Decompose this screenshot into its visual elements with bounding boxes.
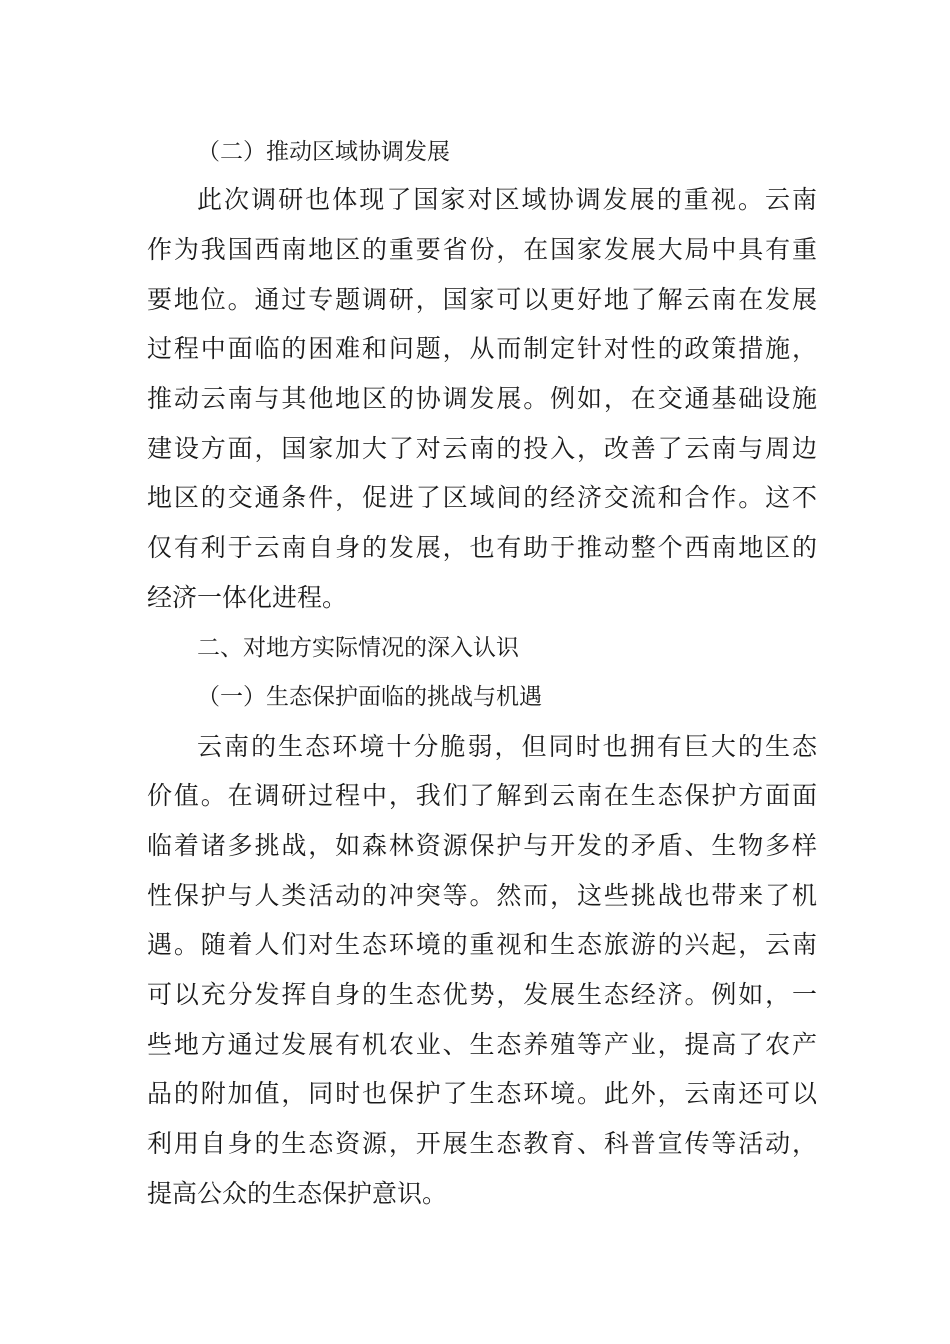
paragraph-line: 可以充分发挥自身的生态优势，发展生态经济。例如，一 [147,980,817,1009]
section-heading: 二、对地方实际情况的深入认识 [197,635,519,661]
paragraph-line: 提高公众的生态保护意识。 [147,1179,448,1208]
paragraph-line: 过程中面临的困难和问题，从而制定针对性的政策措施， [147,334,817,363]
paragraph-line: 作为我国西南地区的重要省份，在国家发展大局中具有重 [147,235,817,264]
section-heading: （二）推动区域协调发展 [197,139,450,165]
paragraph-line: 遇。随着人们对生态环境的重视和生态旅游的兴起，云南 [147,930,817,959]
paragraph-line: 此次调研也体现了国家对区域协调发展的重视。云南 [197,185,817,214]
paragraph-line: 临着诸多挑战，如森林资源保护与开发的矛盾、生物多样 [147,831,817,860]
paragraph-line: 地区的交通条件，促进了区域间的经济交流和合作。这不 [147,483,817,512]
subsection-heading: （一）生态保护面临的挑战与机遇 [197,684,542,710]
paragraph-line: 推动云南与其他地区的协调发展。例如，在交通基础设施 [147,384,817,413]
paragraph-line: 价值。在调研过程中，我们了解到云南在生态保护方面面 [147,781,817,810]
paragraph-line: 品的附加值，同时也保护了生态环境。此外，云南还可以 [147,1079,817,1108]
paragraph-line: 利用自身的生态资源，开展生态教育、科普宣传等活动， [147,1129,817,1158]
paragraph-line: 性保护与人类活动的冲突等。然而，这些挑战也带来了机 [147,881,817,910]
paragraph-line: 仅有利于云南自身的发展，也有助于推动整个西南地区的 [147,533,817,562]
paragraph-line: 经济一体化进程。 [147,583,348,612]
paragraph-line: 些地方通过发展有机农业、生态养殖等产业，提高了农产 [147,1030,817,1059]
paragraph-line: 云南的生态环境十分脆弱，但同时也拥有巨大的生态 [197,732,817,761]
paragraph-line: 建设方面，国家加大了对云南的投入，改善了云南与周边 [147,434,817,463]
paragraph-line: 要地位。通过专题调研，国家可以更好地了解云南在发展 [147,285,817,314]
